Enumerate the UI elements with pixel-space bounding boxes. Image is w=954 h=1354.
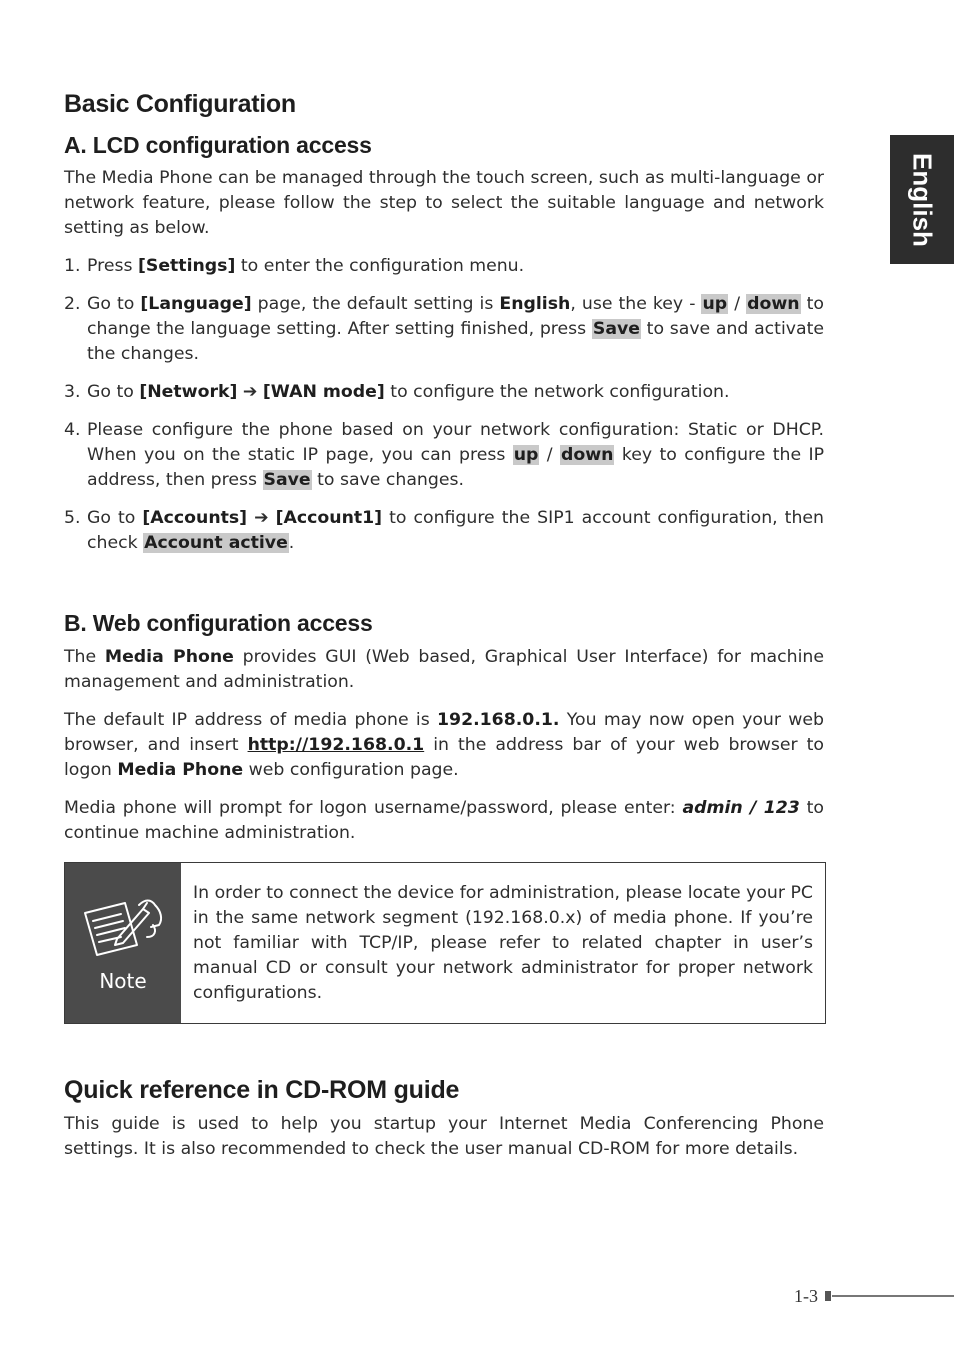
list-item (64, 380, 824, 405)
default-language: English (499, 294, 571, 314)
section-b-paragraph-1 (64, 645, 824, 695)
step-text: , use the key - (570, 294, 702, 314)
paragraph-text: The default IP address of media phone is (64, 710, 438, 730)
step-text: to save and activate the changes. (87, 319, 824, 364)
save-key-label: Save (263, 470, 311, 490)
step-text: key to configure the IP address, then press (87, 445, 824, 490)
up-key-label: up (513, 445, 539, 465)
step-text: to configure the network configuration. (384, 382, 730, 402)
step-text: to change the language setting. After setting finished, press (87, 294, 825, 339)
page-title: Basic Configuration (64, 90, 296, 118)
paragraph-text: Media phone will prompt for logon username/password, please enter: (64, 798, 683, 818)
note-text: In order to connect the device for administration, please locate your PC in the same network segment (192.168.0.x) of media phone. If you’re not familiar with TCP/IP, please refer to related chapter in user’s manual CD or consult your network administrator for proper network configurations. (193, 883, 813, 1003)
page-number-rule (832, 1295, 954, 1297)
default-ip: 192.168.0.1. (437, 710, 560, 730)
network-menu-ref: [Network] (139, 382, 238, 402)
step-text: to configure the SIP1 account configuration, then check (87, 508, 824, 553)
language-tab-label: English (907, 152, 938, 247)
list-item (64, 292, 824, 367)
step-number: 2. (64, 294, 81, 314)
quick-reference-text: This guide is used to help you startup your Internet Media Conferencing Phone settings. It is also recommended to check the user manual CD-ROM for more details. (64, 1114, 824, 1159)
section-b-paragraph-2 (64, 708, 824, 783)
arrow-right-icon: ➔ (242, 382, 258, 402)
section-b-heading: B. Web configuration access (64, 610, 373, 636)
paragraph-text: in the address bar of your web browser to logon (64, 735, 824, 780)
list-item (64, 254, 824, 279)
down-key-label: down (747, 294, 800, 314)
account1-ref: [Account1] (275, 508, 383, 528)
section-a-heading: A. LCD configuration access (64, 132, 372, 158)
note-writing-hand-icon (81, 897, 165, 963)
save-key-label: Save (592, 319, 640, 339)
note-box (64, 862, 826, 1024)
step-text: to save changes. (311, 470, 464, 490)
paragraph-text: The (64, 647, 105, 667)
page-number: 1-3 (794, 1286, 818, 1306)
lcd-steps-list (64, 254, 824, 569)
list-item (64, 506, 824, 556)
quick-reference-heading: Quick reference in CD-ROM guide (64, 1076, 460, 1104)
account-active-label: Account active (144, 533, 288, 553)
step-text: / (728, 294, 747, 314)
section-b-paragraph-3 (64, 796, 824, 846)
wan-mode-ref: [WAN mode] (262, 382, 385, 402)
up-key-label: up (702, 294, 728, 314)
paragraph-text: to continue machine administration. (64, 798, 824, 843)
device-url-link[interactable]: http://192.168.0.1 (247, 735, 425, 755)
arrow-right-icon: ➔ (254, 508, 269, 528)
default-credentials: admin / 123 (682, 798, 800, 818)
language-page-ref: [Language] (140, 294, 252, 314)
paragraph-text: provides GUI (Web based, Graphical User Interface) for machine management and administration. (64, 647, 824, 692)
step-text: Go to (87, 382, 140, 402)
accounts-menu-ref: [Accounts] (142, 508, 248, 528)
note-label: Note (99, 969, 147, 993)
paragraph-text: web configuration page. (243, 760, 459, 780)
product-name: Media Phone (104, 647, 234, 667)
note-sidebar (65, 863, 181, 1023)
step-text: / (539, 445, 560, 465)
step-text: . (288, 533, 295, 553)
step-text: Go to (87, 508, 143, 528)
step-text: to enter the configuration menu. (235, 256, 525, 276)
list-item (64, 418, 824, 493)
step-number: 5. (64, 508, 81, 528)
down-key-label: down (560, 445, 614, 465)
step-number: 1. (64, 256, 81, 276)
step-text: page, the default setting is (251, 294, 500, 314)
step-text: Go to (87, 294, 141, 314)
language-tab (890, 135, 954, 264)
settings-menu-ref: [Settings] (137, 256, 236, 276)
step-number: 4. (64, 420, 81, 440)
page-number-marker (825, 1291, 831, 1301)
step-number: 3. (64, 382, 81, 402)
section-a-intro: The Media Phone can be managed through the touch screen, such as multi-language or network feature, please follow the step to select the suitable language and network setting as below. (64, 168, 824, 238)
step-text: Press (87, 256, 138, 276)
paragraph-text: You may now open your web browser, and insert (64, 710, 825, 755)
product-name: Media Phone (117, 760, 244, 780)
step-text: Please configure the phone based on your network configuration: Static or DHCP. When you on the static IP page, you can press (87, 420, 824, 465)
